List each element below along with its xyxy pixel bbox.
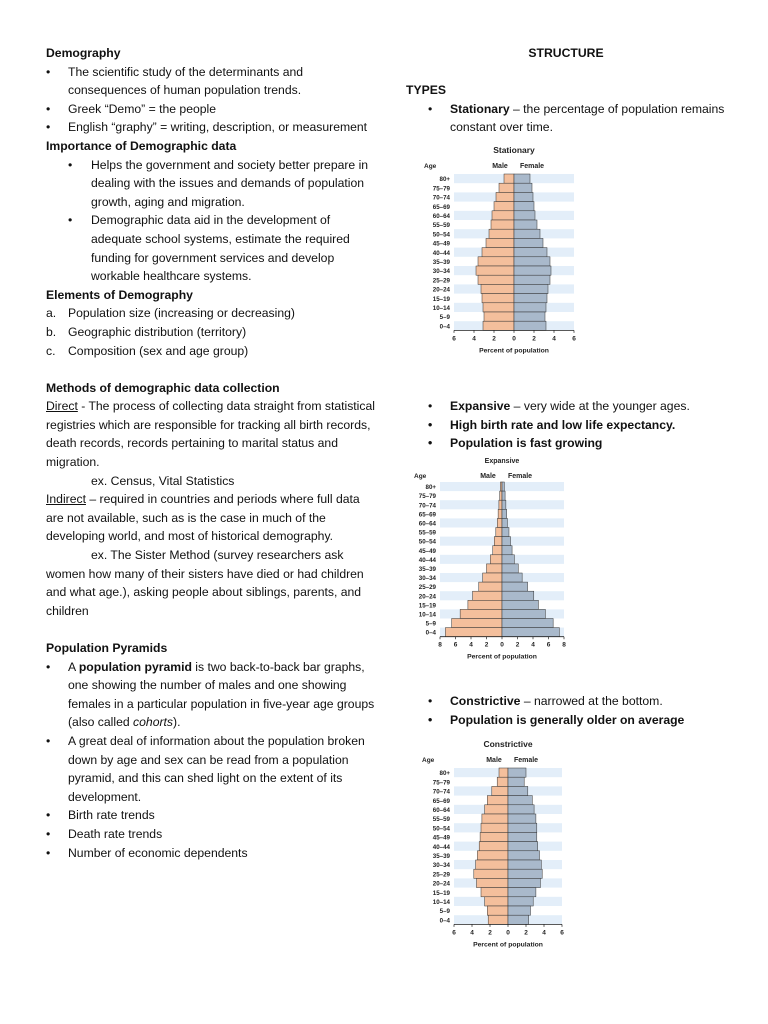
male-label: Male bbox=[480, 473, 496, 480]
female-bar bbox=[502, 582, 528, 591]
male-bar bbox=[476, 860, 508, 869]
elements-heading: Elements of Demography bbox=[46, 287, 193, 302]
constrictive-pyramid-svg bbox=[418, 736, 568, 948]
age-tick-label: 15–19 bbox=[432, 889, 450, 897]
male-bar bbox=[494, 202, 514, 211]
x-tick-label: 6 bbox=[572, 335, 576, 343]
x-axis-title: Percent of population bbox=[473, 941, 543, 949]
importance-list bbox=[46, 156, 376, 286]
female-bar bbox=[508, 777, 524, 786]
x-tick-label: 0 bbox=[506, 929, 510, 937]
female-bar bbox=[502, 573, 522, 582]
list-item-text: Geographic distribution (territory) bbox=[68, 324, 247, 339]
female-bar bbox=[502, 491, 505, 500]
x-tick-label: 6 bbox=[452, 929, 456, 937]
male-bar bbox=[493, 546, 502, 555]
male-bar bbox=[485, 897, 508, 906]
female-bar bbox=[514, 202, 534, 211]
constrictive-label: Constrictive bbox=[450, 694, 521, 708]
age-tick-label: 0–4 bbox=[425, 629, 436, 637]
term-cohorts: cohorts bbox=[133, 715, 174, 730]
female-bar bbox=[502, 564, 518, 573]
female-bar bbox=[502, 591, 534, 600]
constrictive-list bbox=[428, 692, 726, 729]
direct-paragraph bbox=[46, 397, 376, 471]
age-tick-label: 15–19 bbox=[432, 295, 450, 303]
male-bar bbox=[496, 528, 502, 537]
list-item: • Stationary – the percentage of population remains constant over time. bbox=[428, 100, 726, 137]
female-bar bbox=[508, 823, 537, 832]
male-bar bbox=[496, 192, 514, 201]
x-tick-label: 2 bbox=[484, 641, 489, 649]
male-bar bbox=[499, 500, 502, 509]
male-bar bbox=[482, 814, 508, 823]
age-tick-label: 20–24 bbox=[418, 593, 436, 601]
age-tick-label: 35–39 bbox=[432, 259, 450, 266]
expansive-list bbox=[428, 397, 726, 453]
direct-text: - The process of collecting data straight from statistical registries which are responsible for tracking all birth records, death records, records pertaining to marital status and migration. bbox=[46, 399, 375, 470]
male-bar bbox=[480, 832, 508, 841]
age-tick-label: 80+ bbox=[425, 484, 436, 492]
age-tick-label: 50–54 bbox=[432, 231, 450, 239]
expansive-text-block bbox=[406, 397, 726, 453]
female-bar bbox=[508, 832, 537, 841]
list-marker: b. bbox=[46, 324, 57, 339]
female-bar bbox=[508, 869, 542, 878]
demography-heading: Demography bbox=[46, 46, 121, 60]
pyramids-heading: Population Pyramids bbox=[46, 641, 168, 655]
list-item bbox=[46, 342, 376, 361]
female-bar bbox=[508, 796, 532, 805]
constrictive-pyramid-chart bbox=[418, 736, 568, 948]
age-tick-label: 65–69 bbox=[432, 797, 450, 805]
male-bar bbox=[481, 284, 514, 293]
age-tick-label: 35–39 bbox=[432, 853, 450, 860]
age-tick-label: 5–9 bbox=[425, 620, 436, 628]
stationary-pyramid-chart bbox=[420, 142, 580, 354]
male-bar bbox=[488, 915, 508, 924]
female-bar bbox=[502, 528, 509, 537]
female-bar bbox=[514, 294, 547, 303]
female-bar bbox=[502, 500, 506, 509]
x-tick-label: 6 bbox=[453, 641, 458, 649]
female-bar bbox=[508, 768, 526, 777]
age-tick-label: 80+ bbox=[439, 770, 450, 778]
female-bar bbox=[508, 915, 529, 924]
list-item: • High birth rate and low life expectancy. bbox=[428, 416, 726, 435]
left-column bbox=[46, 44, 376, 862]
male-bar bbox=[504, 174, 514, 183]
age-tick-label: 55–59 bbox=[432, 222, 450, 230]
list-item: • English “graphy” = writing, description, or measurement bbox=[46, 118, 376, 137]
male-label: Male bbox=[486, 757, 502, 764]
male-bar bbox=[477, 878, 509, 887]
male-bar bbox=[491, 220, 514, 229]
male-bar bbox=[497, 777, 508, 786]
male-bar bbox=[460, 609, 502, 618]
list-item: • Population is fast growing bbox=[428, 434, 726, 453]
chart-title: Expansive bbox=[484, 458, 520, 465]
x-axis-title: Percent of population bbox=[479, 347, 549, 355]
male-bar bbox=[483, 573, 502, 582]
list-item: • Birth rate trends bbox=[46, 806, 376, 825]
x-tick-label: 2 bbox=[524, 929, 528, 937]
male-bar bbox=[468, 600, 502, 609]
female-bar bbox=[508, 814, 536, 823]
x-tick-label: 2 bbox=[515, 641, 520, 649]
male-bar bbox=[499, 183, 514, 192]
chart-title: Stationary bbox=[493, 145, 535, 155]
list-item: • The scientific study of the determinants and consequences of human population trends. bbox=[46, 63, 376, 100]
list-item-text: Composition (sex and age group) bbox=[68, 343, 249, 358]
importance-heading: Importance of Demographic data bbox=[46, 138, 237, 153]
female-bar bbox=[514, 174, 530, 183]
age-tick-label: 25–29 bbox=[432, 277, 450, 285]
list-item bbox=[46, 323, 376, 342]
female-bar bbox=[514, 284, 548, 293]
age-tick-label: 45–49 bbox=[432, 834, 450, 842]
male-bar bbox=[474, 869, 508, 878]
age-tick-label: 75–79 bbox=[418, 493, 436, 501]
indirect-example: ex. The Sister Method (survey researchers ask women how many of their sisters have died or had children and what age.), asking people about siblings, parents, and children bbox=[46, 548, 364, 618]
age-tick-label: 5–9 bbox=[439, 314, 450, 322]
age-tick-label: 70–74 bbox=[432, 194, 450, 202]
indirect-paragraph bbox=[46, 490, 376, 546]
age-tick-label: 0–4 bbox=[439, 917, 450, 925]
x-tick-label: 2 bbox=[488, 929, 492, 937]
male-bar bbox=[476, 266, 514, 275]
female-bar bbox=[514, 312, 545, 321]
male-bar bbox=[485, 805, 508, 814]
age-tick-label: 65–69 bbox=[418, 511, 436, 519]
indirect-label: Indirect bbox=[46, 492, 86, 507]
x-tick-label: 4 bbox=[531, 641, 535, 649]
male-bar bbox=[483, 303, 514, 312]
female-bar bbox=[508, 878, 540, 887]
age-tick-label: 25–29 bbox=[418, 584, 436, 592]
x-tick-label: 4 bbox=[472, 335, 476, 343]
age-tick-label: 75–79 bbox=[432, 779, 450, 787]
expansive-pyramid-svg bbox=[410, 452, 568, 661]
female-bar bbox=[502, 518, 507, 527]
list-item: • Greek “Demo” = the people bbox=[46, 100, 376, 119]
female-bar bbox=[514, 229, 540, 238]
female-bar bbox=[502, 628, 559, 637]
female-bar bbox=[514, 238, 543, 247]
chart-title: Constrictive bbox=[483, 739, 533, 749]
x-tick-label: 0 bbox=[500, 641, 504, 649]
male-bar bbox=[492, 786, 508, 795]
age-tick-label: 10–14 bbox=[418, 611, 436, 619]
age-tick-label: 5–9 bbox=[439, 908, 450, 916]
female-label: Female bbox=[513, 757, 539, 764]
x-tick-label: 6 bbox=[560, 929, 564, 937]
female-bar bbox=[508, 842, 538, 851]
age-tick-label: 45–49 bbox=[432, 240, 450, 248]
age-tick-label: 10–14 bbox=[432, 899, 450, 906]
male-bar bbox=[483, 321, 514, 330]
age-tick-label: 35–39 bbox=[418, 566, 436, 573]
female-bar bbox=[514, 321, 546, 330]
x-tick-label: 0 bbox=[512, 335, 516, 343]
age-tick-label: 30–34 bbox=[432, 268, 450, 276]
male-bar bbox=[497, 518, 502, 527]
female-bar bbox=[514, 248, 547, 257]
male-bar bbox=[479, 582, 502, 591]
female-bar bbox=[502, 619, 553, 628]
male-bar bbox=[445, 628, 502, 637]
x-tick-label: 4 bbox=[552, 335, 556, 343]
expansive-pyramid-chart bbox=[410, 452, 568, 661]
x-tick-label: 2 bbox=[532, 335, 536, 343]
list-item: • Number of economic dependents bbox=[46, 844, 376, 863]
list-item: • A population pyramid is two back-to-back bar graphs, one showing the number of males and one showing females in a particular population in five-year age groups (also called cohorts). bbox=[46, 658, 376, 732]
age-tick-label: 0–4 bbox=[439, 323, 450, 331]
female-bar bbox=[508, 897, 533, 906]
female-label: Female bbox=[507, 473, 533, 480]
male-bar bbox=[490, 555, 502, 564]
female-bar bbox=[514, 183, 532, 192]
male-bar bbox=[473, 591, 502, 600]
male-bar bbox=[487, 796, 508, 805]
male-bar bbox=[484, 312, 514, 321]
list-item: • A great deal of information about the population broken down by age and sex can be read from a population pyramid, and this can shed light on the extent of its development. bbox=[46, 732, 376, 806]
female-bar bbox=[502, 546, 512, 555]
age-tick-label: 65–69 bbox=[432, 203, 450, 211]
stationary-pyramid-svg bbox=[420, 142, 580, 354]
x-tick-label: 8 bbox=[562, 641, 566, 649]
methods-heading: Methods of demographic data collection bbox=[46, 380, 280, 395]
x-tick-label: 8 bbox=[438, 641, 442, 649]
structure-heading: STRUCTURE bbox=[528, 46, 604, 60]
list-item: • Constrictive – narrowed at the bottom. bbox=[428, 692, 726, 711]
male-bar bbox=[452, 619, 502, 628]
types-heading: TYPES bbox=[406, 83, 446, 98]
age-tick-label: 50–54 bbox=[418, 538, 436, 546]
demography-list bbox=[46, 63, 376, 137]
female-bar bbox=[514, 257, 550, 266]
list-item bbox=[46, 304, 376, 323]
female-bar bbox=[502, 600, 538, 609]
male-bar bbox=[500, 491, 502, 500]
male-bar bbox=[499, 768, 508, 777]
female-bar bbox=[514, 192, 533, 201]
age-tick-label: 40–44 bbox=[432, 843, 450, 851]
age-tick-label: 55–59 bbox=[432, 816, 450, 824]
female-bar bbox=[508, 888, 536, 897]
male-bar bbox=[481, 888, 508, 897]
right-column bbox=[406, 44, 726, 137]
list-item: • Helps the government and society better prepare in dealing with the issues and demands of population growth, aging and migration. bbox=[46, 156, 376, 212]
female-bar bbox=[514, 275, 550, 284]
stationary-label: Stationary bbox=[450, 101, 510, 116]
expansive-label: Expansive bbox=[450, 399, 511, 413]
x-tick-label: 6 bbox=[452, 335, 456, 343]
age-tick-label: 55–59 bbox=[418, 529, 436, 537]
female-bar bbox=[502, 555, 514, 564]
x-axis-title: Percent of population bbox=[467, 653, 537, 661]
male-bar bbox=[492, 211, 514, 220]
x-tick-label: 4 bbox=[542, 929, 546, 937]
female-bar bbox=[508, 786, 528, 795]
x-tick-label: 4 bbox=[470, 929, 474, 937]
age-tick-label: 70–74 bbox=[418, 502, 436, 510]
male-bar bbox=[482, 294, 514, 303]
female-bar bbox=[502, 482, 504, 491]
age-tick-label: 60–64 bbox=[432, 807, 450, 814]
list-item: • Demographic data aid in the development of adequate school systems, estimate the required funding for government services and develop workable healthcare systems. bbox=[46, 211, 376, 285]
pyramids-list bbox=[46, 658, 376, 863]
male-bar bbox=[478, 275, 514, 284]
age-tick-label: 30–34 bbox=[418, 575, 436, 583]
indirect-text: – required in countries and periods where full data are not available, such as is the case in much of the developing world, and most of historical demography. bbox=[46, 492, 360, 544]
age-tick-label: 10–14 bbox=[432, 305, 450, 312]
list-item-text: Population size (increasing or decreasing) bbox=[68, 306, 295, 321]
female-bar bbox=[508, 906, 531, 915]
male-bar bbox=[481, 823, 508, 832]
age-axis-label: Age bbox=[424, 163, 437, 170]
female-bar bbox=[514, 266, 551, 275]
list-item: • Population is generally older on average bbox=[428, 711, 726, 730]
female-bar bbox=[508, 805, 534, 814]
list-item: • Expansive – very wide at the younger ages. bbox=[428, 397, 726, 416]
age-tick-label: 50–54 bbox=[432, 825, 450, 833]
age-tick-label: 75–79 bbox=[432, 185, 450, 193]
list-item: • Death rate trends bbox=[46, 825, 376, 844]
age-tick-label: 40–44 bbox=[418, 556, 436, 564]
female-bar bbox=[508, 860, 541, 869]
female-bar bbox=[508, 851, 540, 860]
age-tick-label: 20–24 bbox=[432, 880, 450, 888]
male-label: Male bbox=[492, 163, 508, 170]
age-tick-label: 25–29 bbox=[432, 871, 450, 879]
male-bar bbox=[487, 906, 508, 915]
x-tick-label: 4 bbox=[469, 641, 473, 649]
male-bar bbox=[498, 509, 502, 518]
female-label: Female bbox=[519, 163, 545, 170]
stationary-list bbox=[428, 100, 726, 137]
male-bar bbox=[486, 238, 514, 247]
male-bar bbox=[479, 842, 508, 851]
age-axis-label: Age bbox=[422, 757, 435, 764]
female-bar bbox=[502, 537, 511, 546]
female-bar bbox=[514, 303, 546, 312]
age-tick-label: 20–24 bbox=[432, 286, 450, 294]
male-bar bbox=[489, 229, 514, 238]
list-marker: a. bbox=[46, 306, 57, 321]
male-bar bbox=[494, 537, 502, 546]
age-tick-label: 60–64 bbox=[418, 520, 436, 528]
age-tick-label: 70–74 bbox=[432, 788, 450, 796]
term-population-pyramid: population pyramid bbox=[78, 659, 192, 674]
female-bar bbox=[514, 220, 537, 229]
age-tick-label: 45–49 bbox=[418, 547, 436, 555]
female-bar bbox=[502, 609, 545, 618]
elements-list bbox=[46, 304, 376, 360]
male-bar bbox=[482, 248, 514, 257]
age-axis-label: Age bbox=[414, 473, 427, 480]
constrictive-text-block bbox=[406, 692, 726, 729]
male-bar bbox=[487, 564, 503, 573]
list-marker: c. bbox=[46, 343, 56, 358]
age-tick-label: 15–19 bbox=[418, 602, 436, 610]
age-tick-label: 80+ bbox=[439, 176, 450, 184]
age-tick-label: 30–34 bbox=[432, 862, 450, 870]
x-tick-label: 2 bbox=[492, 335, 496, 343]
x-tick-label: 6 bbox=[546, 641, 551, 649]
direct-label: Direct bbox=[46, 399, 78, 414]
male-bar bbox=[477, 851, 508, 860]
direct-example: ex. Census, Vital Statistics bbox=[91, 473, 235, 488]
female-bar bbox=[502, 509, 507, 518]
age-tick-label: 40–44 bbox=[432, 249, 450, 257]
age-tick-label: 60–64 bbox=[432, 213, 450, 220]
female-bar bbox=[514, 211, 535, 220]
male-bar bbox=[478, 257, 514, 266]
